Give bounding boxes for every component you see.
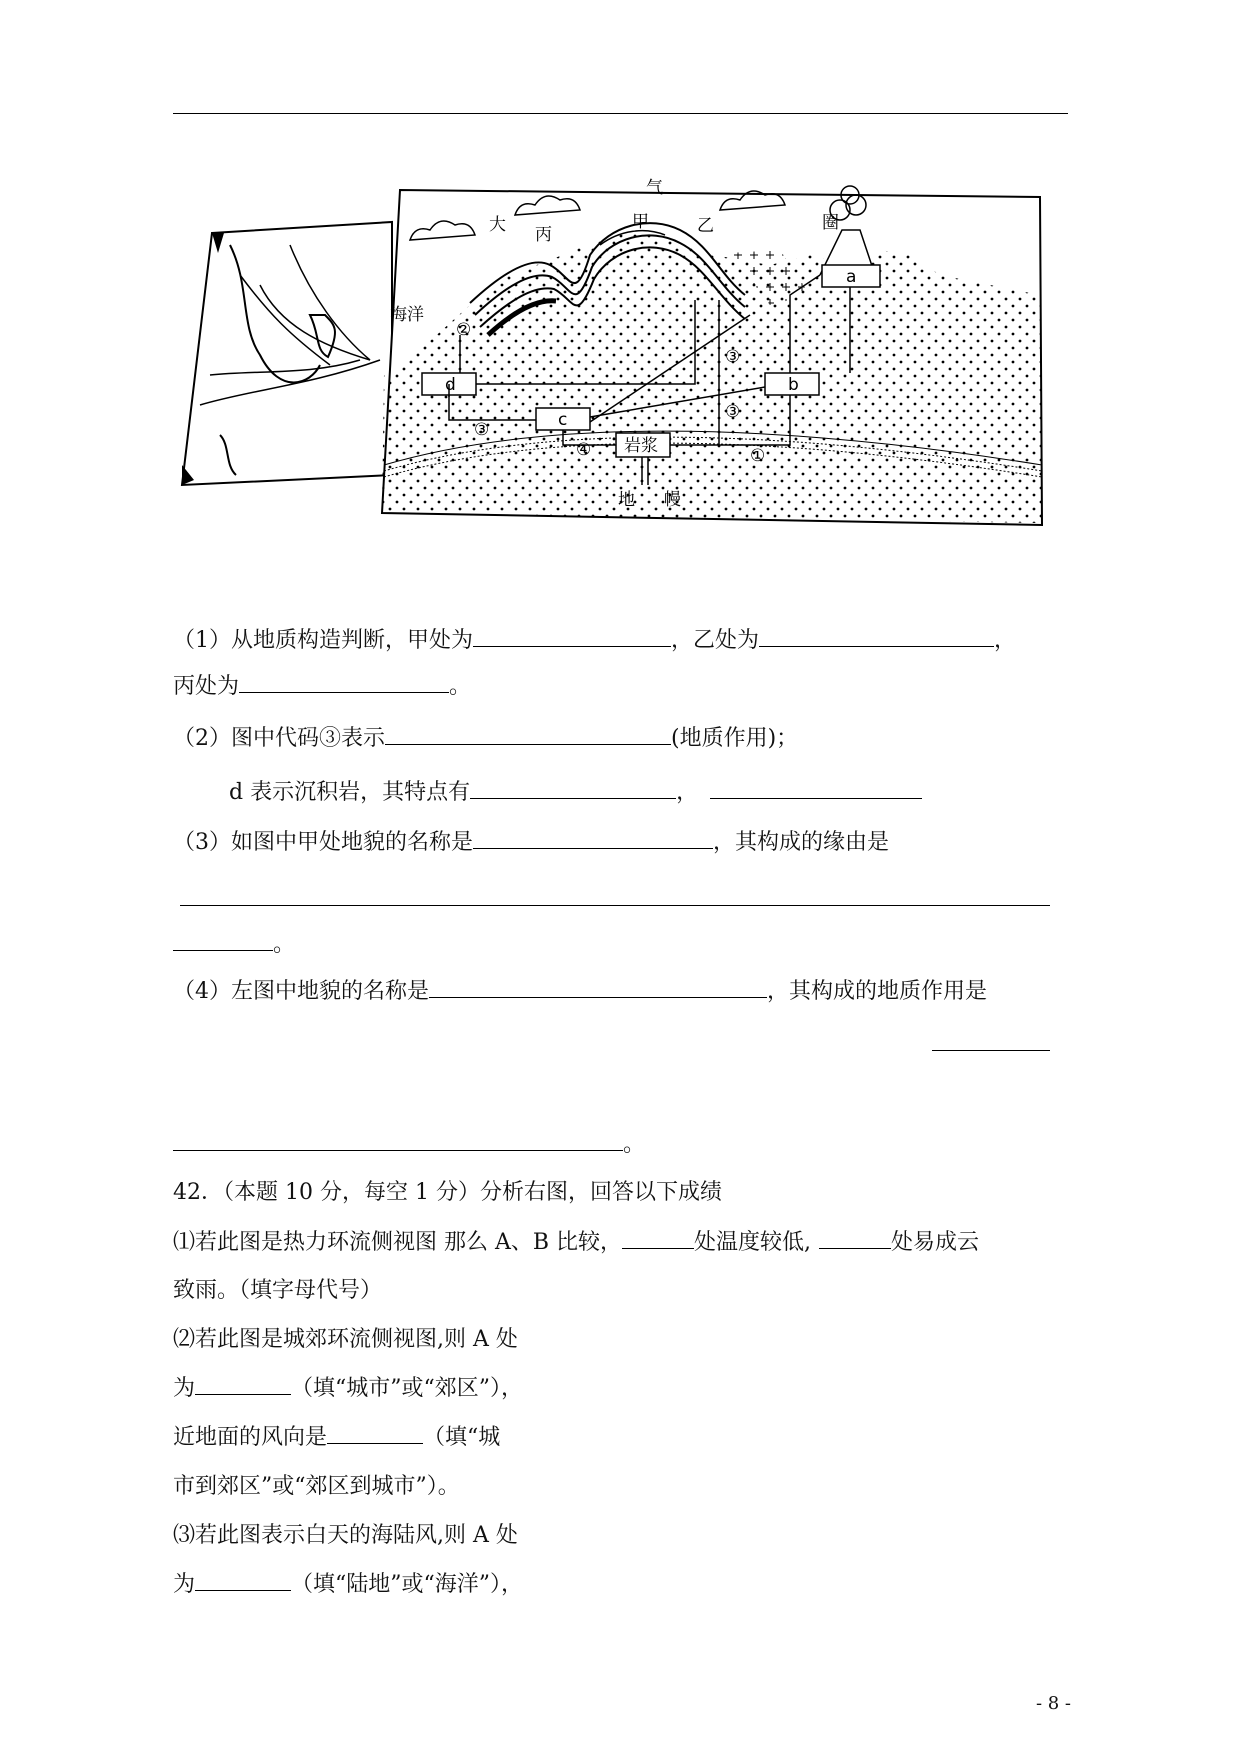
q3-line3: 。 xyxy=(173,928,295,960)
q42-p3-line1: ⑶若此图表示白天的海陆风,则 A 处 xyxy=(173,1523,518,1548)
q1-line2: 丙处为 。 xyxy=(173,670,471,702)
label-bing: 丙 xyxy=(535,225,552,245)
q42-p3-line2: 为 （填“陆地”或“海洋”）， xyxy=(173,1572,524,1597)
label-n2: ② xyxy=(456,320,472,340)
q4-line3: 。 xyxy=(173,1128,645,1160)
q1-blank-jia[interactable] xyxy=(473,624,671,647)
q3-blank-landform[interactable] xyxy=(473,826,713,849)
label-yi: 乙 xyxy=(697,216,714,236)
q42-p2-line1: ⑵若此图是城郊环流侧视图,则 A 处 xyxy=(173,1327,518,1352)
page-number: - 8 - xyxy=(1035,1693,1071,1714)
q42-p2-line3: 近地面的风向是 （填“城 xyxy=(173,1425,501,1450)
q1-line1: （1）从地质构造判断，甲处为 ，乙处为 ， xyxy=(173,624,1016,656)
q2-blank-process[interactable] xyxy=(385,722,671,745)
q2-line1: （2）图中代码③表示 (地质作用)； xyxy=(173,722,798,754)
q3-blank-tail[interactable] xyxy=(173,928,273,951)
label-yanjiang: 岩浆 xyxy=(624,436,658,456)
q42-p1-line1: ⑴若此图是热力环流侧视图 那么 A、B 比较， 处温度较低, 处易成云 xyxy=(173,1230,980,1255)
label-d: d xyxy=(445,375,456,395)
label-qi: 气 xyxy=(646,178,663,198)
label-n1: ① xyxy=(750,446,766,466)
q4-blank-landform[interactable] xyxy=(429,975,767,998)
q1-blank-bing[interactable] xyxy=(239,670,449,693)
label-quan: 圈 xyxy=(822,213,839,233)
geology-figure xyxy=(170,135,1075,545)
label-da: 大 xyxy=(489,215,506,235)
header-rule xyxy=(173,113,1068,114)
label-n3a: ③ xyxy=(725,347,741,367)
label-n3b: ③ xyxy=(725,402,741,422)
q4-blank-tail[interactable] xyxy=(173,1128,623,1151)
label-man: 幔 xyxy=(664,490,681,510)
q4-line1: （4）左图中地貌的名称是 ，其构成的地质作用是 xyxy=(173,975,987,1007)
q42-header: 42．（本题 10 分，每空 1 分）分析右图，回答以下成绩 xyxy=(173,1180,722,1205)
cross-section xyxy=(382,186,1042,525)
q4-blank-process[interactable] xyxy=(932,1050,1050,1051)
q42-blank-low-temp[interactable] xyxy=(622,1228,694,1249)
label-n3c: ③ xyxy=(474,420,490,440)
q42-p2-line4: 市到郊区”或“郊区到城市”）。 xyxy=(173,1474,460,1499)
label-a: a xyxy=(846,267,857,287)
label-di: 地 xyxy=(618,490,635,510)
q42-blank-rain[interactable] xyxy=(819,1228,891,1249)
q1-blank-yi[interactable] xyxy=(759,624,994,647)
q42-blank-wind[interactable] xyxy=(327,1423,423,1444)
label-c: c xyxy=(558,410,568,430)
label-b: b xyxy=(788,375,799,395)
label-haiyang: 海洋 xyxy=(390,305,424,325)
q3-answer-line[interactable] xyxy=(180,905,1050,906)
q42-blank-city-suburb[interactable] xyxy=(195,1374,291,1395)
q42-p1-line2: 致雨。（填字母代号） xyxy=(173,1278,383,1303)
q3-line1: （3）如图中甲处地貌的名称是 ，其构成的缘由是 xyxy=(173,826,889,858)
label-jia: 甲 xyxy=(632,212,649,232)
q2-blank-feature1[interactable] xyxy=(470,776,676,799)
label-n4: ④ xyxy=(576,440,592,460)
q2-blank-feature2[interactable] xyxy=(710,776,922,799)
q2-line2: d 表示沉积岩，其特点有 ， xyxy=(229,776,922,808)
q42-p2-line2: 为 （填“城市”或“郊区”）， xyxy=(173,1376,524,1401)
q42-blank-land-sea[interactable] xyxy=(195,1570,291,1591)
